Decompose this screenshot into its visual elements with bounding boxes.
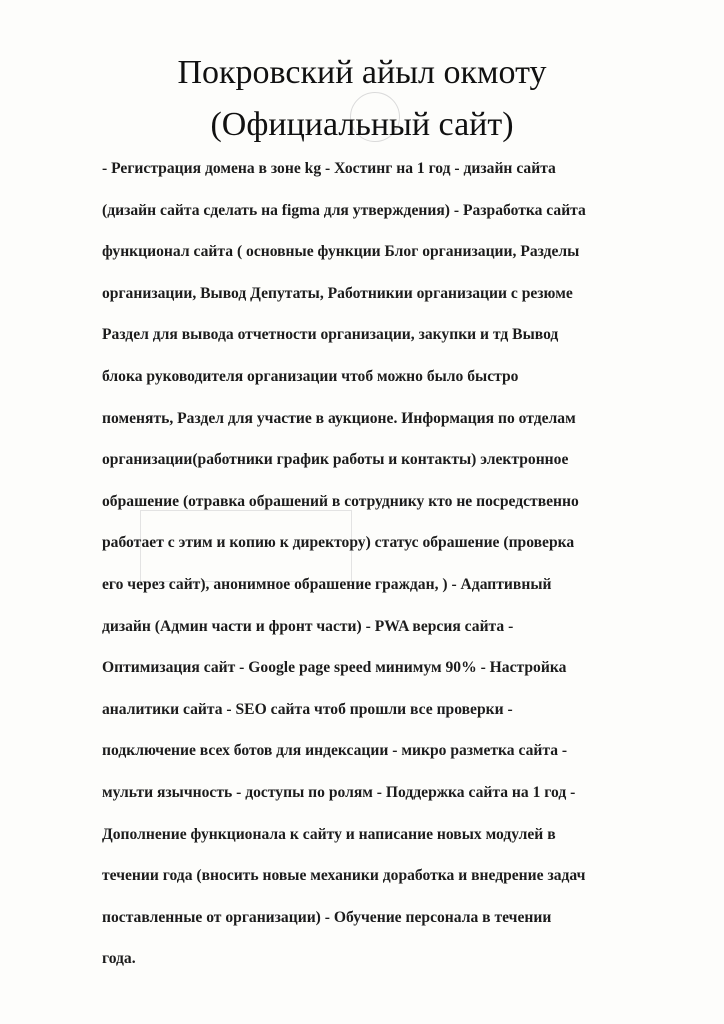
body-line: поменять, Раздел для участие в аукционе. Информация по отделам <box>102 409 576 427</box>
document-body <box>102 148 672 980</box>
body-line: его через сайт), анонимное обрашение граждан, ) - Адаптивный <box>102 575 552 593</box>
body-line: (дизайн сайта сделать на figma для утверждения) - Разработка сайта <box>102 201 586 219</box>
body-line: подключение всех ботов для индексации - микро разметка сайта - <box>102 742 568 760</box>
body-line: Дополнение функционала к сайту и написание новых модулей в <box>102 825 556 843</box>
body-line: функционал сайта ( основные функции Блог организации, Разделы <box>102 243 580 261</box>
body-line: поставленные от организации) - Обучение персонала в течении <box>102 908 552 926</box>
body-line: обрашение (отравка обрашений в сотруднику кто не посредственно <box>102 492 579 510</box>
document-title: Покровский айыл окмоту <box>177 54 547 91</box>
body-line: Раздел для вывода отчетности организации, закупки и тд Вывод <box>102 326 559 344</box>
body-line: организации, Вывод Депутаты, Работникии организации с резюме <box>102 284 573 302</box>
body-line: блока руководителя организации чтоб можно было быстро <box>102 367 519 385</box>
body-line: мульти язычность - доступы по ролям - Поддержка сайта на 1 год - <box>102 783 576 801</box>
body-line: организации(работники график работы и контакты) электронное <box>102 451 569 469</box>
body-line: течении года (вносить новые механики доработка и внедрение задач <box>102 867 586 885</box>
body-line: аналитики сайта - SEO сайта чтоб прошли все проверки - <box>102 700 513 718</box>
body-line: работает с этим и копию к директору) статус обрашение (проверка <box>102 534 575 552</box>
body-line: - Регистрация домена в зоне kg - Хостинг на 1 год - дизайн сайта <box>102 160 556 177</box>
document-subtitle: (Официальный сайт) <box>210 106 514 143</box>
body-line: года. <box>102 950 136 968</box>
body-line: дизайн (Админ части и фронт части) - PWA версия сайта - <box>102 617 514 635</box>
body-line: Оптимизация сайт - Google page speed минимум 90% - Настройка <box>102 659 567 677</box>
